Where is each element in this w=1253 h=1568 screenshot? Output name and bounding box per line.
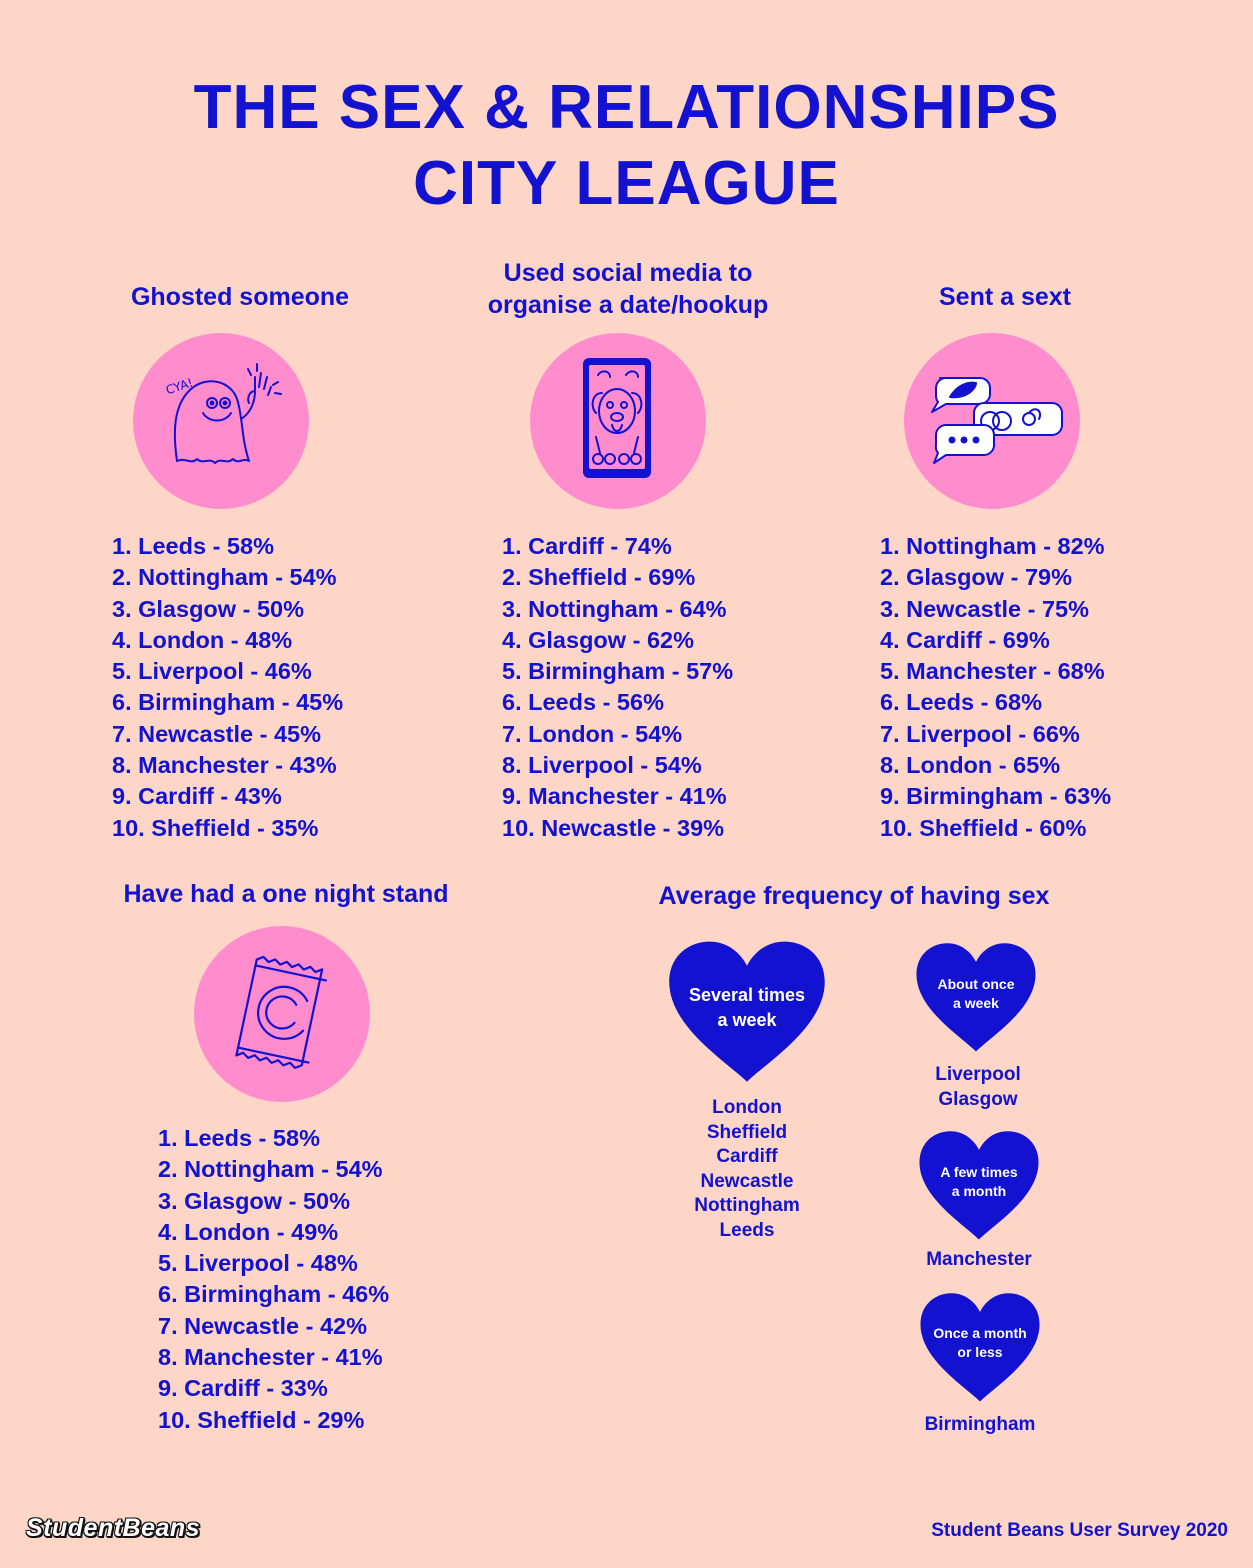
list-item: 3. Nottingham - 64%: [502, 595, 727, 622]
city-item: Sheffield: [706, 1121, 788, 1143]
list-item: 7. Newcastle - 42%: [158, 1312, 367, 1339]
city-item: Manchester: [926, 1249, 1032, 1270]
list-item: 5. Liverpool - 48%: [158, 1250, 358, 1277]
ghosted-heading: Ghosted someone: [130, 283, 350, 311]
ghost-icon: [133, 333, 309, 509]
heart-label: A few times a month: [940, 1164, 1018, 1199]
frequency-heading: Average frequency of having sex: [658, 882, 1050, 910]
cities-about-once-week: [898, 1063, 1058, 1112]
heart-label: About once a week: [937, 976, 1015, 1011]
page-title-line1: THE SEX & RELATIONSHIPS: [193, 73, 1060, 142]
sext-circle: [904, 333, 1080, 509]
list-item: 10. Sheffield - 60%: [880, 814, 1087, 841]
svg-text:CYA!: CYA!: [164, 375, 195, 398]
phone-icon: [530, 333, 706, 509]
heart-label: Several times a week: [688, 985, 806, 1030]
cities-few-times-month: [899, 1248, 1059, 1273]
heart-about-once-week: [914, 942, 1038, 1054]
condom-icon: [194, 926, 370, 1102]
city-item: Birmingham: [924, 1414, 1036, 1435]
one-night-heading: Have had a one night stand: [123, 880, 449, 908]
heart-several-times-week: [666, 940, 828, 1085]
heart-few-times-month: [917, 1130, 1041, 1242]
list-item: 10. Sheffield - 35%: [112, 814, 319, 841]
list-item: 7. Liverpool - 66%: [880, 720, 1080, 747]
city-item: London: [712, 1097, 782, 1118]
studentbeans-logo: StudentBeans: [26, 1514, 201, 1542]
cities-once-month-or-less: [900, 1413, 1060, 1438]
list-item: 10. Newcastle - 39%: [502, 814, 725, 841]
chat-bubbles-icon: [904, 333, 1080, 509]
list-item: 7. London - 54%: [502, 720, 683, 747]
list-item: 6. Leeds - 56%: [502, 689, 664, 716]
list-item: 1. Leeds - 58%: [112, 533, 274, 559]
city-item: Glasgow: [938, 1088, 1018, 1110]
list-item: 4. London - 49%: [158, 1218, 339, 1245]
list-item: 4. Glasgow - 62%: [502, 626, 694, 653]
list-item: 5. Liverpool - 46%: [112, 658, 312, 685]
list-item: 3. Glasgow - 50%: [158, 1187, 350, 1214]
list-item: 1. Leeds - 58%: [158, 1125, 320, 1151]
one-night-circle: [194, 926, 370, 1102]
one-night-list: [158, 1123, 389, 1436]
sext-heading: Sent a sext: [938, 283, 1071, 311]
list-item: 6. Birmingham - 46%: [158, 1281, 390, 1308]
heart-once-month-or-less: [918, 1292, 1042, 1404]
list-item: 4. London - 48%: [112, 626, 293, 653]
city-item: Cardiff: [716, 1146, 778, 1167]
list-item: 10. Sheffield - 29%: [158, 1406, 365, 1433]
city-item: Leeds: [719, 1219, 775, 1241]
source-text: Student Beans User Survey 2020: [931, 1520, 1228, 1541]
heart-label: Once a month or less: [933, 1325, 1027, 1360]
list-item: 1. Nottingham - 82%: [880, 533, 1105, 559]
list-item: 8. Manchester - 41%: [158, 1344, 383, 1371]
list-item: 2. Nottingham - 54%: [158, 1156, 383, 1183]
social-circle: [530, 333, 706, 509]
sext-list: [880, 531, 1111, 844]
list-item: 2. Nottingham - 54%: [112, 564, 337, 591]
social-heading: [428, 257, 828, 321]
list-item: 9. Manchester - 41%: [502, 783, 727, 810]
city-item: Newcastle: [700, 1170, 794, 1192]
ghosted-list: [112, 531, 343, 844]
list-item: 5. Manchester - 68%: [880, 658, 1105, 685]
list-item: 2. Glasgow - 79%: [880, 564, 1072, 591]
list-item: 6. Birmingham - 45%: [112, 689, 344, 716]
list-item: 9. Cardiff - 33%: [158, 1375, 328, 1402]
list-item: 9. Birmingham - 63%: [880, 783, 1112, 810]
list-item: 7. Newcastle - 45%: [112, 720, 321, 747]
list-item: 5. Birmingham - 57%: [502, 658, 734, 685]
list-item: 1. Cardiff - 74%: [502, 533, 672, 559]
ghosted-circle: [133, 333, 309, 509]
list-item: 8. London - 65%: [880, 752, 1061, 779]
list-item: 8. Liverpool - 54%: [502, 752, 702, 779]
list-item: 4. Cardiff - 69%: [880, 626, 1050, 653]
social-heading-line2: organise a date/hookup: [487, 291, 769, 319]
social-list: [502, 531, 733, 844]
list-item: 2. Sheffield - 69%: [502, 564, 696, 591]
city-item: Liverpool: [935, 1064, 1021, 1085]
city-item: Nottingham: [694, 1195, 800, 1216]
list-item: 3. Newcastle - 75%: [880, 595, 1089, 622]
list-item: 8. Manchester - 43%: [112, 752, 337, 779]
list-item: 6. Leeds - 68%: [880, 689, 1042, 716]
cities-several-times-week: [666, 1096, 828, 1243]
list-item: 9. Cardiff - 43%: [112, 783, 282, 810]
page-title-line2: CITY LEAGUE: [413, 149, 840, 218]
social-heading-line1: Used social media to: [503, 259, 753, 287]
list-item: 3. Glasgow - 50%: [112, 595, 304, 622]
